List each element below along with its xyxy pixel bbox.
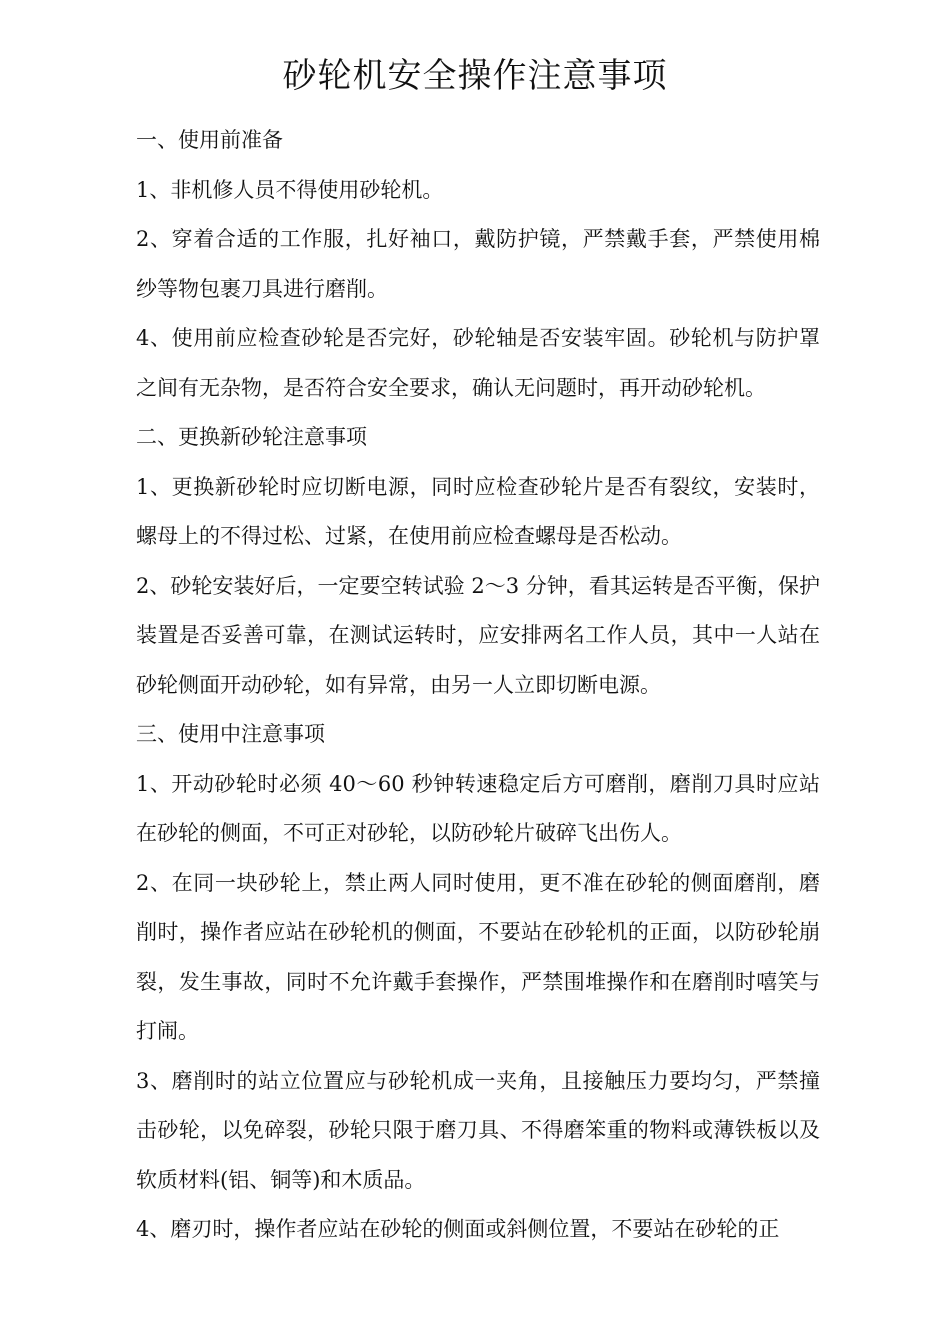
section-preparation xyxy=(136,116,820,413)
paragraph: 4、使用前应检查砂轮是否完好，砂轮轴是否安装牢固。砂轮机与防护罩之间有无杂物，是否符合安全要求，确认无问题时，再开动砂轮机。 xyxy=(136,326,820,400)
section-heading: 二、更换新砂轮注意事项 xyxy=(136,425,367,449)
section-heading: 三、使用中注意事项 xyxy=(136,722,325,746)
paragraph: 2、在同一块砂轮上，禁止两人同时使用，更不准在砂轮的侧面磨削，磨削时，操作者应站在砂轮机的侧面，不要站在砂轮机的正面，以防砂轮崩裂，发生事故，同时不允许戴手套操作，严禁围堆操作和在磨削时嘻笑与打闹。 xyxy=(136,870,820,1043)
section-in-use xyxy=(136,710,820,1255)
paragraph: 2、砂轮安装好后，一定要空转试验 2～3 分钟，看其运转是否平衡，保护装置是否妥善可靠，在测试运转时，应安排两名工作人员，其中一人站在砂轮侧面开动砂轮，如有异常，由另一人立即切断电源。 xyxy=(136,573,820,697)
paragraph: 1、更换新砂轮时应切断电源，同时应检查砂轮片是否有裂纹，安装时，螺母上的不得过松、过紧，在使用前应检查螺母是否松动。 xyxy=(136,474,820,548)
paragraph: 2、穿着合适的工作服，扎好袖口，戴防护镜，严禁戴手套，严禁使用棉纱等物包裹刀具进行磨削。 xyxy=(136,227,820,301)
paragraph: 3、磨削时的站立位置应与砂轮机成一夹角，且接触压力要均匀，严禁撞击砂轮，以免碎裂，砂轮只限于磨刀具、不得磨笨重的物料或薄铁板以及软质材料(铝、铜等)和木质品。 xyxy=(136,1068,820,1192)
paragraph: 1、非机修人员不得使用砂轮机。 xyxy=(136,177,444,202)
page-title: 砂轮机安全操作注意事项 xyxy=(282,56,668,96)
section-heading: 一、使用前准备 xyxy=(136,128,283,152)
section-replace-wheel xyxy=(136,413,820,710)
document-body xyxy=(136,116,820,1255)
paragraph: 1、开动砂轮时必须 40～60 秒钟转速稳定后方可磨削，磨削刀具时应站在砂轮的侧面，不可正对砂轮，以防砂轮片破碎飞出伤人。 xyxy=(136,771,820,845)
paragraph: 4、磨刃时，操作者应站在砂轮的侧面或斜侧位置，不要站在砂轮的正 xyxy=(136,1217,780,1241)
